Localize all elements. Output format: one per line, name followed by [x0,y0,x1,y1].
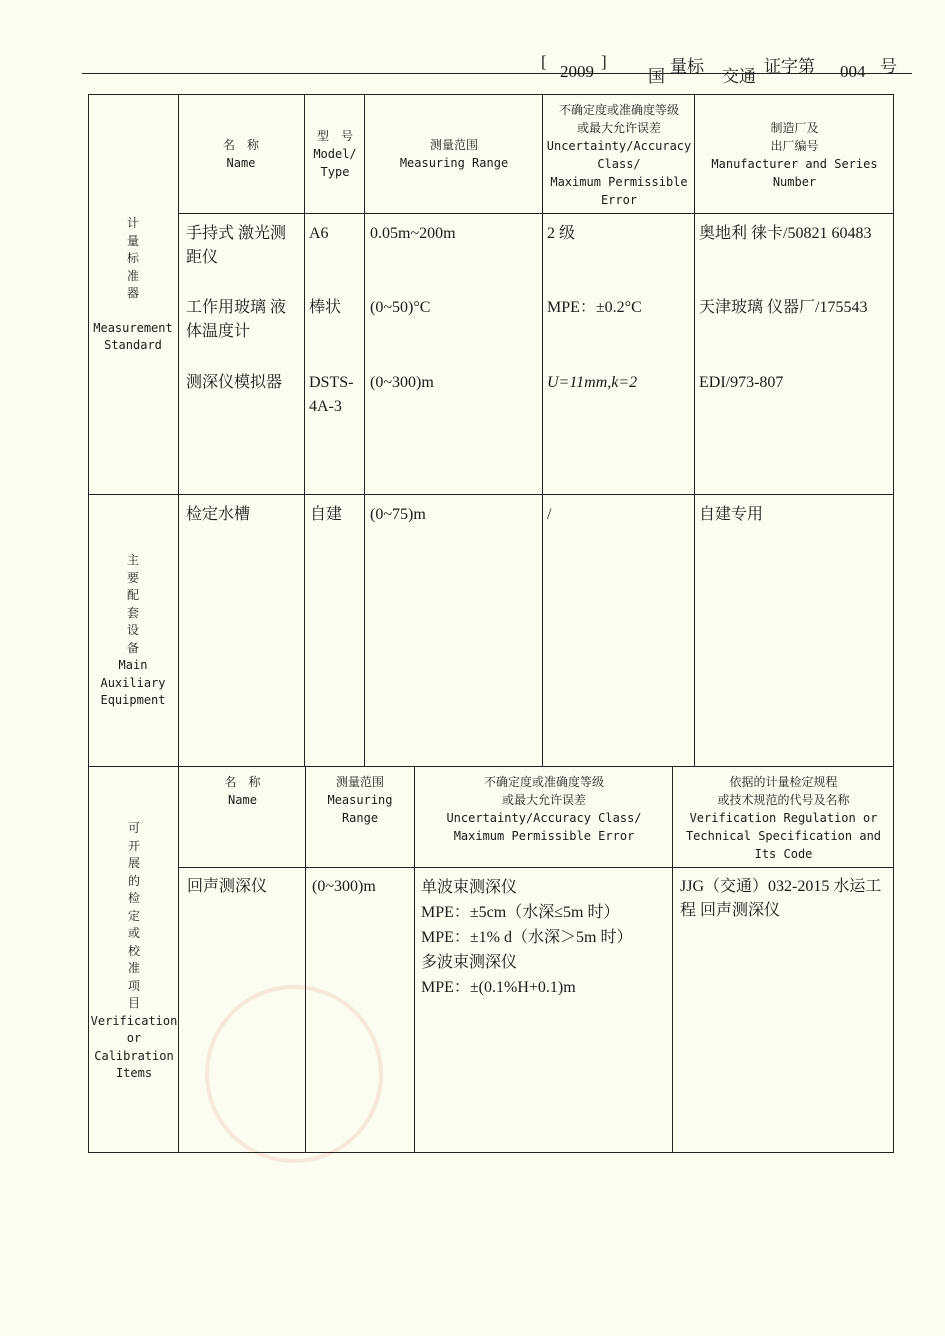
header-model: 型 号 Model/ Type [313,129,357,179]
items-header-uncertainty: 不确定度或准确度等级 或最大允许误差 Uncertainty/Accuracy Class/ Maximum Permissible Error [446,775,642,843]
standard-3-name: 测深仪模拟器 [186,374,283,391]
standard-3-manufacturer: EDI/973-807 [699,374,784,391]
aux-1-model: 自建 [310,506,343,523]
items-col-uncertainty [414,766,415,1152]
section-verification-items: 可 开 展 的 检 定 或 校 准 项 目 Verification or Calibration Items [90,821,178,1080]
items-header-regulation: 依据的计量检定规程 或技术规范的代号及名称 Verification Regulation or Technical Specification and Its Code [685,775,882,861]
header-uncertainty: 不确定度或准确度等级 或最大允许误差 Uncertainty/Accuracy Class/ Maximum Permissible Error [546,103,692,207]
standard-2-uncertainty: MPE：±0.2°C [547,299,642,316]
aux-1-uncertainty: / [547,506,552,523]
header-rule [82,73,912,74]
header-range: 测量范围 Measuring Range [399,138,509,170]
divider-aux-items [88,766,894,767]
standard-2-manufacturer: 天津玻璃 仪器厂/175543 [699,299,868,316]
standard-3-uncertainty: U=11mm,k=2 [547,374,638,391]
header-name: 名 称 Name [222,138,259,170]
divider-standard-aux [88,494,894,495]
bracket-open: [ [541,52,547,71]
section-measurement-standard: 计 量 标 准 器 Measurement Standard [93,216,173,352]
standard-1-range: 0.05m~200m [370,225,456,242]
standard-2-name: 工作用玻璃 液 体温度计 [186,299,287,340]
standard-1-uncertainty: 2 级 [547,225,576,242]
col-manufacturer [694,94,695,766]
cert-year: 2009 [560,62,594,81]
aux-1-range: (0~75)m [370,506,426,523]
items-col-regulation [672,766,673,1152]
item-1-range: (0~300)m [312,878,376,895]
standard-1-manufacturer: 奥地利 徕卡/50821 60483 [699,225,872,242]
standard-2-range: (0~50)°C [370,299,431,316]
item-1-name: 回声测深仪 [187,878,268,895]
aux-1-manufacturer: 自建专用 [699,506,764,523]
standard-header-rule [178,213,894,214]
standard-3-range: (0~300)m [370,374,434,391]
standard-1-model: A6 [309,225,329,242]
cert-suffix: 号 [880,57,897,76]
table-right-border [893,94,894,1152]
standard-1-name: 手持式 激光测 距仪 [186,225,287,266]
cert-country: 国 [648,67,665,86]
bracket-close: ] [601,52,607,71]
cert-number: 004 [840,62,866,81]
cert-word: 证字第 [764,57,815,76]
cert-ministry: 交通 [722,67,756,86]
section-main-auxiliary: 主 要 配 套 设 备 Main Auxiliary Equipment [100,553,166,707]
col-model [304,94,305,766]
standard-3-model: DSTS- 4A-3 [309,374,354,415]
item-1-regulation: JJG（交通）032-2015 水运工 程 回声测深仪 [680,878,882,919]
aux-1-name: 检定水槽 [186,506,251,523]
cert-standard: 量标 [670,57,704,76]
items-header-range: 测量范围 Measuring Range [327,775,393,825]
table-top-border [88,94,894,95]
col-range [364,94,365,766]
seal-stamp [205,985,383,1163]
item-1-uncertainty: 单波束测深仪 MPE：±5cm（水深≤5m 时） MPE：±1% d（水深＞5m 时） 多波束测深仪 MPE：±(0.1%H+0.1)m [421,879,633,996]
col-uncertainty [542,94,543,766]
items-header-rule [178,867,894,868]
table-bottom-border [88,1152,894,1153]
standard-2-model: 棒状 [309,299,342,316]
header-manufacturer: 制造厂及 出厂编号 Manufacturer and Series Number [711,121,878,189]
items-header-name: 名 称 Name [224,775,261,807]
